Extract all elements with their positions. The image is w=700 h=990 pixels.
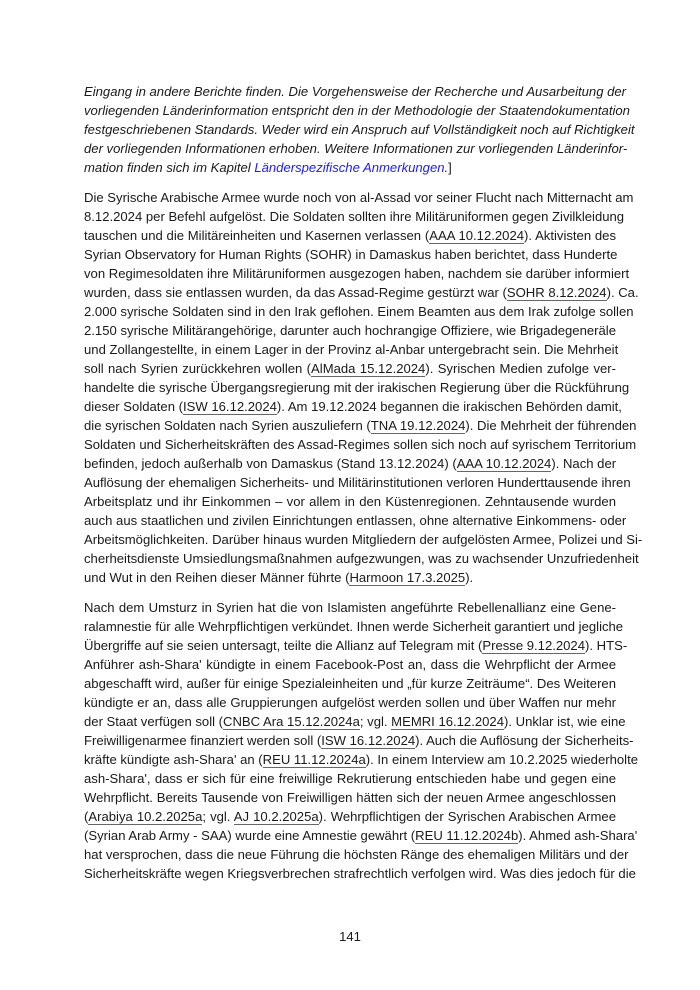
text-run: ; vgl. — [202, 809, 234, 824]
citation-link[interactable]: Harmoon 17.3.2025 — [349, 570, 466, 585]
text-line — [84, 226, 616, 245]
text-line — [84, 139, 628, 158]
text-line — [84, 245, 616, 264]
text-run: Arbeitsplatz und ihr Einkommen – vor allem in den Küstenregionen. Zehntausende wurden — [84, 494, 616, 509]
text-line — [84, 530, 643, 549]
citation-link[interactable]: AJ 10.2.2025a — [233, 809, 319, 824]
text-line — [84, 598, 616, 617]
text-run: (Syrian Arab Army - SAA) wurde eine Amnestie gewährt ( — [84, 828, 416, 843]
text-line — [84, 511, 627, 530]
text-run: der Staat verfügen soll ( — [84, 714, 224, 729]
text-run: dieser Soldaten ( — [84, 399, 183, 414]
text-run: Sicherheitskräfte wegen Kriegsverbrechen strafrechtlich verfolgen wird. Was dies jedoch für die — [84, 866, 636, 881]
citation-link[interactable]: CNBC Ara 15.12.2024a — [223, 714, 360, 729]
citation-link[interactable]: REU 11.12.2024b — [415, 828, 519, 843]
text-run: ; vgl. — [359, 714, 392, 729]
text-line — [84, 321, 616, 340]
text-run: ). Unklar ist, wie eine — [503, 714, 626, 729]
text-run: Freiwilligenarmee finanziert werden soll ( — [84, 733, 322, 748]
text-line — [84, 617, 624, 636]
body-paragraph — [84, 598, 638, 883]
text-line — [84, 845, 629, 864]
text-run: 2.150 syrische Militärangehörige, darunter auch hochrangige Offiziere, wie Brigadegeneräle — [84, 323, 616, 338]
body-paragraph — [84, 188, 643, 587]
text-line — [84, 826, 638, 845]
text-run: ). In einem Interview am 10.2.2025 wiederholte — [365, 752, 638, 767]
text-run: von Regimesoldaten ihre Militäruniformen ausgezogen haben, nachdem sie darüber informiert — [84, 266, 630, 281]
text-run: ). Ahmed ash-Shara' — [518, 828, 638, 843]
text-line — [84, 473, 631, 492]
text-line — [84, 82, 627, 101]
text-run: ash-Shara', dass er sich für eine freiwillige Rekrutierung entschieden habe und gegen eine — [84, 771, 616, 786]
text-run: Anführer ash-Shara' kündigte in einem Facebook-Post an, dass die Wehrpflicht der Armee — [84, 657, 616, 672]
text-run: Eingang in andere Berichte finden. Die Vorgehensweise der Recherche und Ausarbeitung der — [84, 84, 627, 99]
citation-link[interactable]: AlMada 15.12.2024 — [311, 361, 426, 376]
text-run: und Zollangestellte, in einem Lager in der Provinz al-Anbar untergebracht sein. Die Mehrheit — [84, 342, 619, 357]
text-line — [84, 378, 630, 397]
citation-link[interactable]: Presse 9.12.2024 — [482, 638, 585, 653]
text-line — [84, 788, 616, 807]
citation-link[interactable]: MEMRI 16.12.2024 — [391, 714, 504, 729]
text-line — [84, 101, 630, 120]
text-run: auch aus staatlichen und zivilen Einrichtungen entlassen, ohne alternative Einkommens- oder — [84, 513, 627, 528]
text-line — [84, 712, 626, 731]
text-line — [84, 340, 619, 359]
chapter-link[interactable]: Länderspezifische Anmerkungen — [254, 160, 445, 175]
text-run: . — [444, 160, 449, 175]
text-run: der vorliegenden Informationen erhoben. Weitere Informationen zur vorliegenden Länderinfor- — [84, 141, 628, 156]
text-run: Wehrpflicht. Bereits Tausende von Freiwilligen hätten sich der neuen Armee angeschlossen — [84, 790, 616, 805]
text-run: ). Ca. — [606, 285, 639, 300]
text-run: ralamnestie für alle Wehrpflichtigen verkündet. Ihnen werde Sicherheit garantiert und jegliche — [84, 619, 624, 634]
text-run: kräfte kündigte ash-Shara' an ( — [84, 752, 263, 767]
text-run: befinden, jedoch außerhalb von Damaskus (Stand 13.12.2024) ( — [84, 456, 457, 471]
text-run: 8.12.2024 per Befehl aufgelöst. Die Soldaten sollten ihre Militäruniformen gegen Zivilkleidung — [84, 209, 625, 224]
text-run: ). HTS- — [585, 638, 628, 653]
text-line — [84, 731, 634, 750]
citation-link[interactable]: REU 11.12.2024a — [262, 752, 366, 767]
text-run: 2.000 syrische Soldaten sind in den Irak geflohen. Einem Beamten aus dem Irak zufolge sollen — [84, 304, 634, 319]
text-line — [84, 454, 616, 473]
text-line — [84, 655, 616, 674]
text-line — [84, 207, 625, 226]
text-line — [84, 864, 636, 883]
citation-link[interactable]: TNA 19.12.2024 — [370, 418, 466, 433]
text-line — [84, 435, 637, 454]
text-line — [84, 302, 634, 321]
text-run: Soldaten und Sicherheitskräften des Assad-Regimes sollen sich noch auf syrischem Territorium — [84, 437, 637, 452]
text-line — [84, 807, 616, 826]
document-body — [84, 82, 643, 894]
text-line — [84, 693, 616, 712]
text-line — [84, 549, 639, 568]
text-line — [84, 120, 635, 139]
text-run: ( — [84, 809, 89, 824]
text-run: ). Wehrpflichtigen der Syrischen Arabischen Armee — [318, 809, 616, 824]
text-line — [84, 492, 616, 511]
citation-link[interactable]: ISW 16.12.2024 — [183, 399, 277, 414]
text-run: ). Syrischen Medien zufolge ver- — [425, 361, 616, 376]
text-run: ). Auch die Auflösung der Sicherheits- — [415, 733, 634, 748]
text-run: mation finden sich im Kapitel — [84, 160, 255, 175]
text-line — [84, 397, 622, 416]
text-line — [84, 158, 616, 177]
text-run: vorliegenden Länderinformation entspricht den in der Methodologie der Staatendokumentation — [84, 103, 630, 118]
text-run: Übergriffe auf sie seien untersagt, teilte die Allianz auf Telegram mit ( — [84, 638, 483, 653]
citation-link[interactable]: ISW 16.12.2024 — [321, 733, 416, 748]
text-run: Arbeitsmöglichkeiten. Darüber hinaus wurden Mitgliedern der aufgelösten Armee, Polizei und Si- — [84, 532, 643, 547]
closing-bracket: ] — [448, 160, 452, 175]
text-run: abgeschafft wird, außer für einige Spezialeinheiten und „für kurze Zeiträume“. Des Weiteren — [84, 676, 616, 691]
text-run: wurden, dass sie entlassen wurden, da das Assad-Regime gestürzt war ( — [84, 285, 507, 300]
text-line — [84, 674, 616, 693]
citation-link[interactable]: AAA 10.12.2024 — [456, 456, 552, 471]
text-run: ). Aktivisten des — [524, 228, 616, 243]
text-run: ). — [465, 570, 474, 585]
text-run: ). Die Mehrheit der führenden — [465, 418, 637, 433]
text-run: Syrian Observatory for Human Rights (SOHR) in Damaskus haben berichtet, dass Hunderte — [84, 247, 618, 262]
text-line — [84, 636, 628, 655]
text-run: handelte die syrische Übergangsregierung mit der irakischen Regierung über die Rückführung — [84, 380, 630, 395]
text-run: hat versprochen, dass die neue Führung die höchsten Ränge des ehemaligen Militärs und der — [84, 847, 629, 862]
text-run: tauschen und die Militäreinheiten und Kasernen verlassen ( — [84, 228, 430, 243]
text-run: Auflösung der ehemaligen Sicherheits- und Militärinstitutionen verloren Hunderttausende ihren — [84, 475, 631, 490]
text-run: cherheitsdienste Umsiedlungsmaßnahmen aufgezwungen, was zu wachsender Unzufriedenheit — [84, 551, 639, 566]
methodology-note-paragraph — [84, 82, 635, 177]
text-line — [84, 188, 634, 207]
text-line — [84, 359, 616, 378]
text-run: kündigte er an, dass alle Gruppierungen aufgelöst werden sollen und über Waffen nur mehr — [84, 695, 616, 710]
text-run: die syrischen Soldaten nach Syrien auszuliefern ( — [84, 418, 371, 433]
citation-link[interactable]: SOHR 8.12.2024 — [506, 285, 607, 300]
text-line — [84, 568, 616, 587]
text-line — [84, 769, 616, 788]
text-run: festgeschriebenen Standards. Weder wird ein Anspruch auf Vollständigkeit noch auf Richtigkeit — [84, 122, 635, 137]
text-run: Die Syrische Arabische Armee wurde noch von al-Assad vor seiner Flucht nach Mitternacht am — [84, 190, 634, 205]
text-line — [84, 750, 638, 769]
text-line — [84, 283, 639, 302]
text-run: und Wut in den Reihen dieser Männer führte ( — [84, 570, 350, 585]
citation-link[interactable]: AAA 10.12.2024 — [429, 228, 525, 243]
text-run: ). Nach der — [551, 456, 617, 471]
text-run: Nach dem Umsturz in Syrien hat die von Islamisten angeführte Rebellenallianz eine Gene- — [84, 600, 616, 615]
page-number: 141 — [339, 929, 361, 944]
text-run: soll nach Syrien zurückkehren wollen ( — [84, 361, 312, 376]
citation-link[interactable]: Arabiya 10.2.2025a — [88, 809, 203, 824]
text-run: ). Am 19.12.2024 begannen die irakischen Behörden damit, — [276, 399, 622, 414]
text-line — [84, 264, 630, 283]
text-line — [84, 416, 637, 435]
